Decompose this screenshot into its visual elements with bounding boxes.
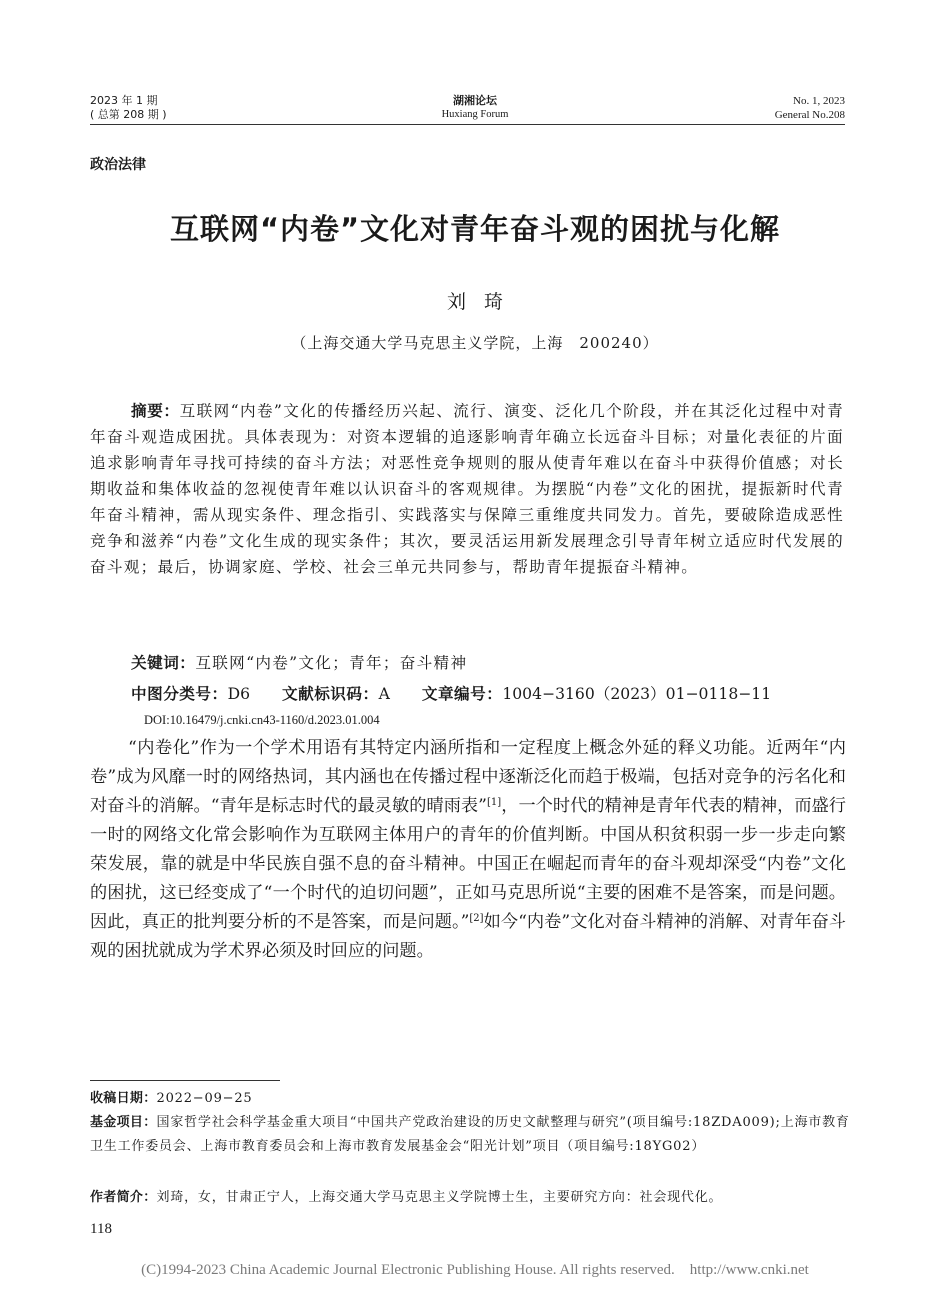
journal-name-cn: 湖湘论坛 <box>453 94 497 107</box>
header-rule <box>90 124 845 125</box>
author-bio-label: 作者简介： <box>90 1190 157 1205</box>
copyright-notice: (C)1994-2023 China Academic Journal Electronic Publishing House. All rights reserved. http://www.cnki.net <box>141 1262 809 1278</box>
reference-2: [2] <box>469 913 484 924</box>
clc-value: D6 <box>227 685 251 703</box>
header-issue-en <box>775 94 845 122</box>
header-general-number-en: General No.208 <box>774 109 845 121</box>
fund-label: 基金项目： <box>90 1115 157 1130</box>
received-value: 2022−09−25 <box>156 1091 253 1106</box>
author-bio-text: 刘琦，女，甘肃正宁人，上海交通大学马克思主义学院博士生，主要研究方向：社会现代化。 <box>156 1190 723 1205</box>
reference-1: [1] <box>486 797 502 808</box>
author-affiliation: （上海交通大学马克思主义学院，上海 200240） <box>291 334 659 352</box>
abstract-label: 摘要： <box>131 402 180 420</box>
doc-code-value: A <box>378 685 390 703</box>
header-total-issue: ( 总第 208 期 ) <box>90 108 167 121</box>
body-text-part-3: 如今“内卷”文化对奋斗精神的消解、对青年奋斗观的困扰就成为学术界必须及时回应的问题。 <box>90 912 846 961</box>
footnote-author <box>90 1186 850 1210</box>
article-number-label: 文章编号： <box>421 685 503 703</box>
keywords-label: 关键词： <box>131 654 196 672</box>
keywords <box>131 651 467 673</box>
abstract-text: 互联网“内卷”文化的传播经历兴起、流行、演变、泛化几个阶段，并在其泛化过程中对青年奋斗观造成困扰。具体表现为：对资本逻辑的追逐影响青年确立长远奋斗目标；对量化表征的片面追求影响青年寻找可持续的奋斗方法；对恶性竞争规则的服从使青年难以在奋斗中获得价值感；对长期收益和集体收益的忽视使青年难以认识奋斗的客观规律。为摆脱“内卷”文化的困扰，提振新时代青年奋斗精神，需从现实条件、理念指引、实践落实与保障三重维度共同发力。首先，要破除造成恶性竞争和滋养“内卷”文化生成的现实条件；其次，要灵活运用新发展理念引导青年树立适应时代发展的奋斗观；最后，协调家庭、学校、社会三单元共同参与，帮助青年提振奋斗精神。 <box>90 402 844 576</box>
fund-text: 国家哲学社会科学基金重大项目“中国共产党政治建设的历史文献整理与研究”(项目编号:18ZDA009);上海市教育卫生工作委员会、上海市教育委员会和上海市教育发展基金会“阳光计划”项目（项目编号:18YG02） <box>90 1115 850 1154</box>
body-text <box>90 734 846 966</box>
received-label: 收稿日期： <box>90 1091 157 1106</box>
body-paragraph <box>90 734 846 966</box>
doi: DOI:10.16479/j.cnki.cn43-1160/d.2023.01.004 <box>144 713 380 727</box>
article-title: 互联网“内卷”文化对青年奋斗观的困扰与化解 <box>169 212 781 246</box>
author-name: 刘琦 <box>446 291 521 313</box>
clc-label: 中图分类号： <box>131 685 228 703</box>
footnote-rule <box>90 1080 280 1081</box>
journal-name-en: Huxiang Forum <box>441 109 509 120</box>
classification-line <box>131 682 771 704</box>
abstract <box>90 398 844 580</box>
doc-code-label: 文献标识码： <box>282 685 379 703</box>
section-label: 政治法律 <box>90 157 146 173</box>
keywords-text: 互联网“内卷”文化；青年；奋斗精神 <box>195 654 468 672</box>
page-number: 118 <box>90 1221 112 1237</box>
body-text-part-1: “内卷化”作为一个学术用语有其特定内涵所指和一定程度上概念外延的释义功能。近两年“内卷”成为风靡一时的网络热词，其内涵也在传播过程中逐渐泛化而趋于极端，包括对竞争的污名化和对奋斗的消解。“青年是标志时代的最灵敏的晴雨表” <box>90 738 846 816</box>
footnote-received <box>90 1087 850 1111</box>
article-number-value: 1004−3160（2023）01−0118−11 <box>502 685 772 703</box>
header-issue: 2023 年 1 期 <box>90 94 158 107</box>
header-issue-number-en: No. 1, 2023 <box>793 95 845 107</box>
body-text-part-2: ，一个时代的精神是青年代表的精神，而盛行一时的网络文化常会影响作为互联网主体用户的青年的价值判断。中国从积贫积弱一步一步走向繁荣发展，靠的就是中华民族自强不息的奋斗精神。中国正在崛起而青年的奋斗观却深受“内卷”文化的困扰，这已经变成了“一个时代的迫切问题”，正如马克思所说“主要的困难不是答案，而是问题。因此，真正的批判要分析的不是答案，而是问题。” <box>90 796 846 932</box>
footnote-fund <box>90 1111 850 1159</box>
